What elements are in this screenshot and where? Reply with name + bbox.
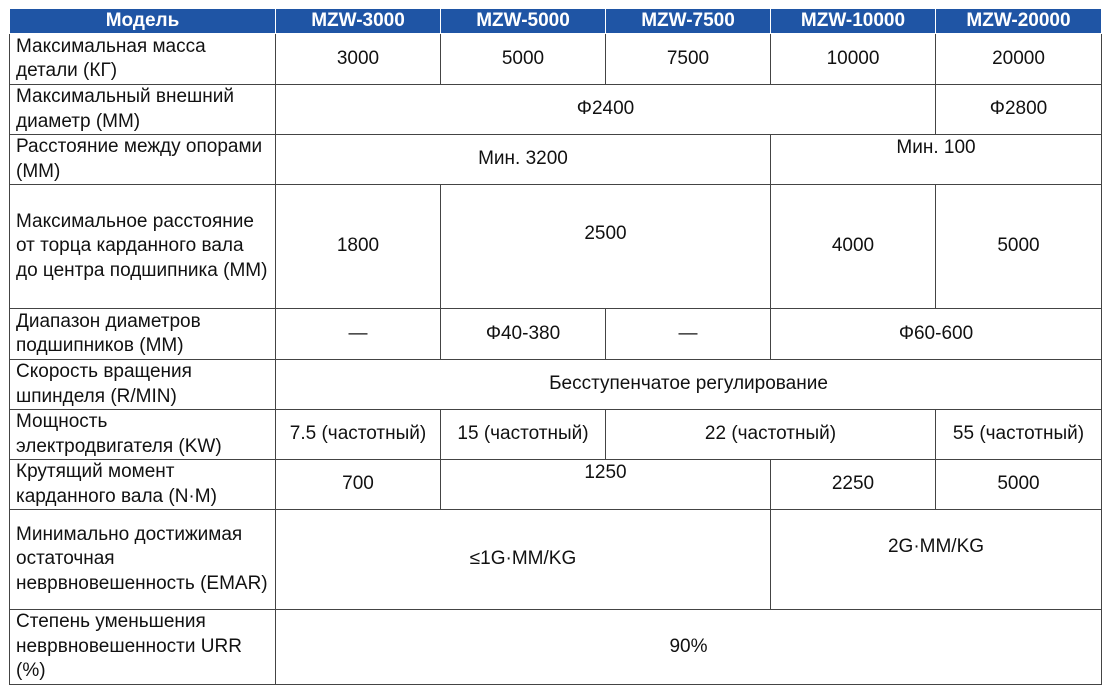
param-label: Диапазон диаметров подшипников (ММ) [10, 309, 276, 360]
value-cell: 7500 [606, 34, 771, 85]
value-cell: — [606, 309, 771, 360]
param-label: Минимально достижимая остаточная неврвновешенность (EMAR) [10, 510, 276, 610]
header-mzw-7500: MZW-7500 [606, 9, 771, 34]
value-cell: 1250 [441, 460, 771, 510]
value-cell: Мин. 3200 [276, 135, 771, 185]
value-cell: — [276, 309, 441, 360]
row-motor-power [10, 410, 1102, 460]
value-cell: 4000 [771, 185, 936, 309]
spec-table [9, 8, 1102, 685]
value-cell: Φ40-380 [441, 309, 606, 360]
value-cell: 15 (частотный) [441, 410, 606, 460]
param-label: Мощность электродвигателя (KW) [10, 410, 276, 460]
param-label: Крутящий момент карданного вала (N·M) [10, 460, 276, 510]
header-mzw-5000: MZW-5000 [441, 9, 606, 34]
value-cell: 5000 [936, 460, 1102, 510]
value-cell: 700 [276, 460, 441, 510]
row-bearing-diameter [10, 309, 1102, 360]
header-mzw-10000: MZW-10000 [771, 9, 936, 34]
row-spindle-speed [10, 360, 1102, 410]
value-cell: 90% [276, 610, 1102, 685]
param-label: Максимальная масса детали (КГ) [10, 34, 276, 85]
value-cell: Мин. 100 [771, 135, 1102, 185]
param-label: Максимальное расстояние от торца карданного вала до центра подшипника (ММ) [10, 185, 276, 309]
param-label: Расстояние между опорами (ММ) [10, 135, 276, 185]
row-min-imbalance [10, 510, 1102, 610]
header-row [10, 9, 1102, 34]
value-cell: Φ2800 [936, 85, 1102, 135]
value-cell: 22 (частотный) [606, 410, 936, 460]
value-cell: 2G·MM/KG [771, 510, 1102, 610]
row-torque [10, 460, 1102, 510]
param-label: Максимальный внешний диаметр (ММ) [10, 85, 276, 135]
value-cell: ≤1G·MM/KG [276, 510, 771, 610]
value-cell: Φ2400 [276, 85, 936, 135]
row-reduction-rate [10, 610, 1102, 685]
row-max-outer-diameter [10, 85, 1102, 135]
param-label: Степень уменьшения неврвновешенности URR (%) [10, 610, 276, 685]
value-cell: 5000 [441, 34, 606, 85]
value-cell: 7.5 (частотный) [276, 410, 441, 460]
param-label: Скорость вращения шпинделя (R/MIN) [10, 360, 276, 410]
header-mzw-20000: MZW-20000 [936, 9, 1102, 34]
value-cell: 3000 [276, 34, 441, 85]
value-cell: 2250 [771, 460, 936, 510]
header-model: Модель [10, 9, 276, 34]
value-cell: Φ60-600 [771, 309, 1102, 360]
value-cell: 2500 [441, 185, 771, 309]
value-cell: 5000 [936, 185, 1102, 309]
value-cell: Бесступенчатое регулирование [276, 360, 1102, 410]
row-max-distance [10, 185, 1102, 309]
row-max-mass [10, 34, 1102, 85]
row-support-distance [10, 135, 1102, 185]
header-mzw-3000: MZW-3000 [276, 9, 441, 34]
value-cell: 20000 [936, 34, 1102, 85]
value-cell: 10000 [771, 34, 936, 85]
value-cell: 1800 [276, 185, 441, 309]
value-cell: 55 (частотный) [936, 410, 1102, 460]
